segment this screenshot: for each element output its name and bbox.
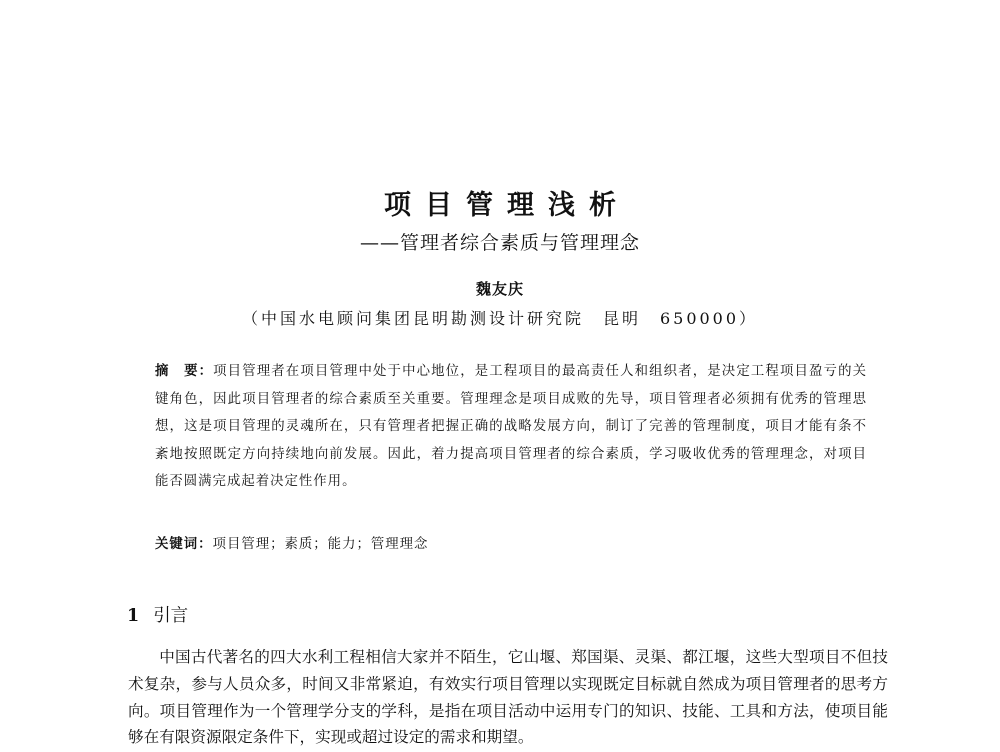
keywords-text: 项目管理；素质；能力；管理理念 [212, 537, 429, 552]
keywords-line [155, 533, 867, 552]
abstract-label: 摘 要： [155, 364, 214, 379]
author-name: 魏友庆 [475, 280, 524, 298]
keywords-label: 关键词： [155, 537, 213, 552]
body-paragraph: 中国古代著名的四大水利工程相信大家并不陌生，它山堰、郑国渠、灵渠、都江堰，这些大型项目不但技术复杂，参与人员众多，时间又非常紧迫，有效实行项目管理以实现既定目标就自然成为项目管理者的思考方向。项目管理作为一个管理学分支的学科，是指在项目活动中运用专门的知识、技能、工具和方法，使项目能够在有限资源限定条件下，实现或超过设定的需求和期望。 [128, 648, 888, 747]
section-title: 引言 [153, 606, 189, 626]
abstract-text: 项目管理者在项目管理中处于中心地位，是工程项目的最高责任人和组织者，是决定工程项目盈亏的关键角色，因此项目管理者的综合素质至关重要。管理理念是项目成败的先导，项目管理者必须拥有优秀的管理思想，这是项目管理的灵魂所在，只有管理者把握正确的战略发展方向，制订了完善的管理制度，项目才能有条不紊地按照既定方向持续地向前发展。因此，着力提高项目管理者的综合素质，学习吸收优秀的管理理念，对项目能否圆满完成起着决定性作用。 [155, 364, 868, 489]
author-affiliation: （中国水电顾问集团昆明勘测设计研究院 昆明 650000） [241, 309, 759, 328]
section-number: 1 [127, 606, 140, 626]
abstract-block [155, 358, 867, 496]
paper-subtitle: ——管理者综合素质与管理理念 [359, 232, 640, 254]
section-heading [127, 602, 188, 627]
paper-title: 项目管理浅析 [384, 190, 630, 221]
